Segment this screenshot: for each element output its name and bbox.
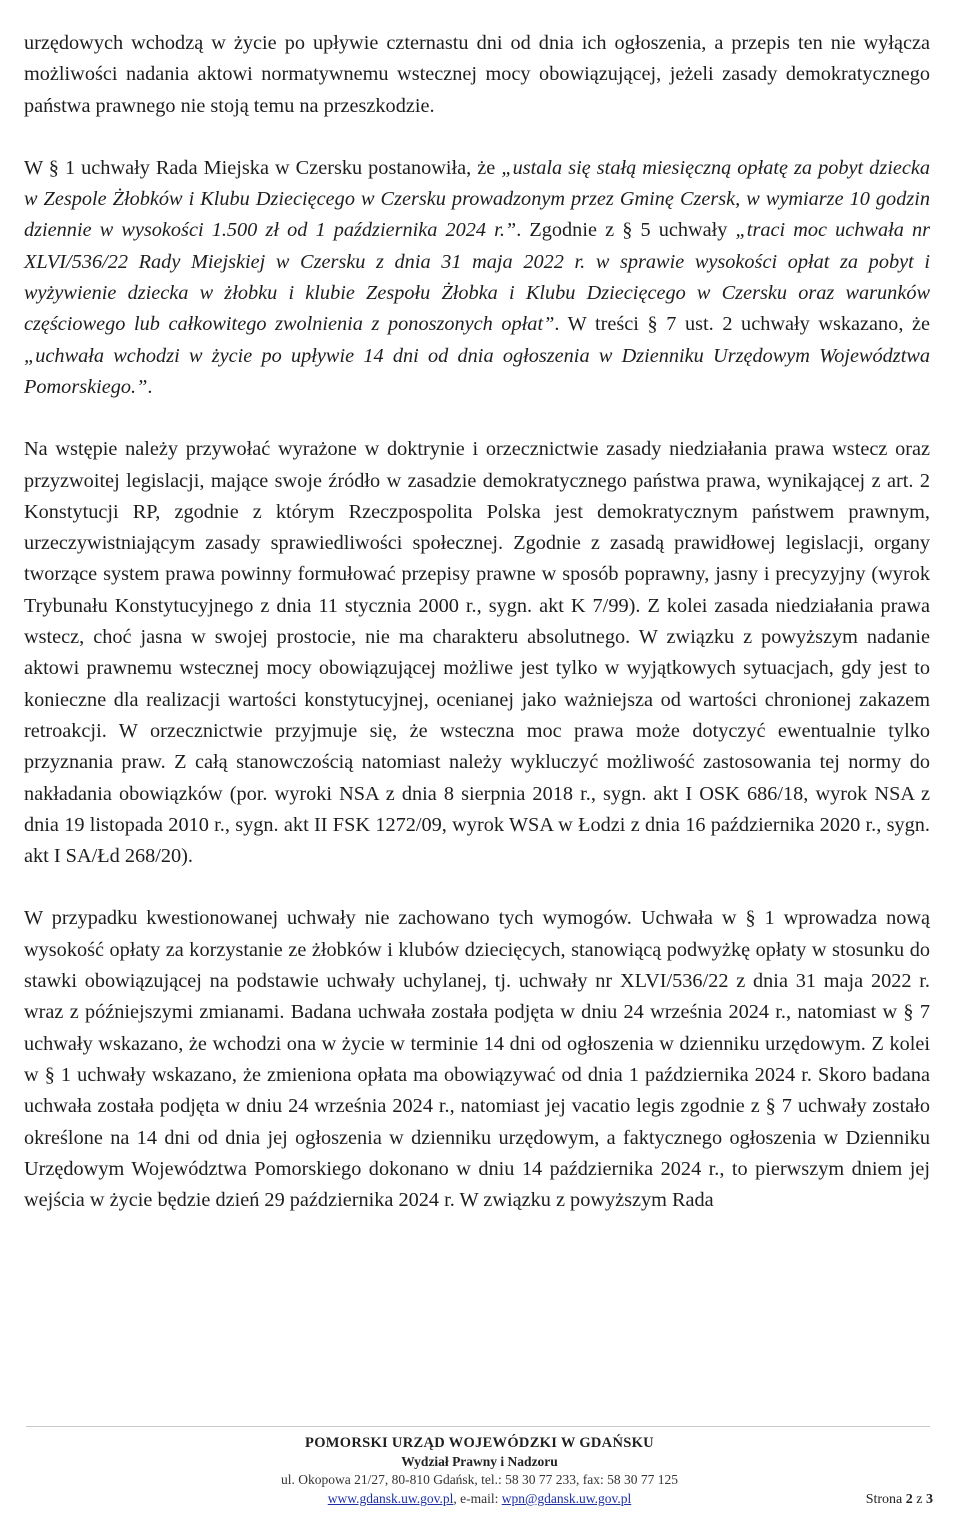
page-total: 3 <box>926 1492 933 1507</box>
paragraph-2-run: W § 1 uchwały Rada Miejska w Czersku postanowiła, że <box>24 156 502 179</box>
paragraph-1-run: urzędowych wchodzą w życie po upływie czternastu dni od dnia ich ogłoszenia, a przepis ten nie wyłącza możliwości nadania aktowi normatywnemu wstecznej mocy obowiązującej, jeżeli zasady demokratycznego państwa prawnego nie stoją temu na przeszkodzie. <box>24 32 930 117</box>
footer-separator: , <box>453 1491 461 1506</box>
paragraph-3 <box>24 434 930 872</box>
paragraph-4 <box>24 903 930 1216</box>
paragraph-2-run: . <box>147 375 153 398</box>
document-body <box>24 28 930 1247</box>
quote-entry-into-force: „uchwała wchodzi w życie po upływie 14 dni od dnia ogłoszenia w Dzienniku Urzędowym Województwa Pomorskiego.” <box>24 344 930 398</box>
paragraph-2-run: . Zgodnie z § 5 uchwały <box>516 219 736 242</box>
paragraph-3-run: Na wstępie należy przywołać wyrażone w doktrynie i orzecznictwie zasady niedziałania prawa wstecz oraz przyzwoitej legislacji, mające swoje źródło w zasadzie demokratycznego państwa prawa, wynikającej z art. 2 Konstytucji RP, zgodnie z którym Rzeczpospolita Polska jest demokratycznym państwem prawnym, urzeczywistniającym zasady sprawiedliwości społecznej. Zgodnie z zasadą prawidłowej legislacji, organy tworzące system prawa powinny formułować przepisy prawne w sposób poprawny, jasny i precyzyjny (wyrok Trybunału Konstytucyjnego z dnia 11 stycznia 2000 r., sygn. akt K 7/99). Z kolei zasada niedziałania prawa wstecz, choć jasna w swojej prostocie, nie ma charakteru absolutnego. W związku z powyższym nadanie aktowi prawnemu wstecznej mocy obowiązującej możliwe jest tylko w wyjątkowych sytuacjach, gdy jest to konieczne dla realizacji wartości konstytucyjnej, ocenianej jako ważniejsza od wartości chronionej zakazem retroakcji. W orzecznictwie przyjmuje się, że wsteczna moc prawa może dotyczyć ewentualnie tylko przyznania praw. Z całą stanowczością natomiast należy wykluczyć możliwość zastosowania tej normy do nakładania obowiązków (por. wyroki NSA z dnia 8 sierpnia 2018 r., sygn. akt I OSK 686/18, wyrok NSA z dnia 19 listopada 2010 r., sygn. akt II FSK 1272/09, wyrok WSA w Łodzi z dnia 16 października 2020 r., sygn. akt I SA/Łd 268/20). <box>24 438 930 868</box>
email-label: e-mail: <box>460 1491 502 1506</box>
footer-contact <box>0 1489 959 1508</box>
email-link[interactable]: wpn@gdansk.uw.gov.pl <box>501 1491 632 1506</box>
paragraph-1 <box>24 28 930 122</box>
footer-organization: POMORSKI URZĄD WOJEWÓDZKI W GDAŃSKU <box>305 1435 654 1451</box>
page-of: z <box>916 1492 923 1507</box>
quote-repealed-resolution: „traci moc uchwała nr XLVI/536/22 Rady Miejskiej w Czersku z dnia 31 maja 2022 r. w sprawie wysokości opłat za pobyt i wyżywienie dziecka w żłobku i klubie Zespołu Żłobka i Klubu Dziecięcego w Czersku oraz warunków częściowego lub całkowitego zwolnienia z ponoszonych opłat” <box>24 219 931 336</box>
page-current: 2 <box>905 1492 913 1507</box>
paragraph-2 <box>24 153 930 403</box>
page-number <box>866 1492 933 1508</box>
footer-department: Wydział Prawny i Nadzoru <box>401 1454 558 1469</box>
page-word: Strona <box>865 1492 903 1507</box>
footer-address: ul. Okopowa 21/27, 80-810 Gdańsk, tel.: 58 30 77 233, fax: 58 30 77 125 <box>280 1472 679 1487</box>
website-link[interactable]: www.gdansk.uw.gov.pl <box>327 1491 454 1506</box>
paragraph-4-run: W przypadku kwestionowanej uchwały nie zachowano tych wymogów. Uchwała w § 1 wprowadza nową wysokość opłaty za korzystanie ze żłobków i klubów dziecięcych, stanowiącą podwyżkę opłaty w stosunku do stawki obowiązującej na podstawie uchwały uchylanej, tj. uchwały nr XLVI/536/22 z dnia 31 maja 2022 r. wraz z późniejszymi zmianami. Badana uchwała została podjęta w dniu 24 września 2024 r., natomiast w § 7 uchwały wskazano, że wchodzi ona w życie w terminie 14 dni od ogłoszenia w dzienniku urzędowym. Z kolei w § 1 uchwały wskazano, że zmieniona opłata ma obowiązywać od dnia 1 października 2024 r. Skoro badana uchwała została podjęta w dniu 24 września 2024 r., natomiast jej vacatio legis zgodnie z § 7 uchwały zostało określone na 14 dni od dnia jej ogłoszenia w dzienniku urzędowym, a faktycznego ogłoszenia w Dzienniku Urzędowym Województwa Pomorskiego dokonano w dniu 14 października 2024 r., to pierwszym dniem jej wejścia w życie będzie dzień 29 października 2024 r. W związku z powyższym Rada <box>24 907 930 1212</box>
footer <box>0 1434 959 1508</box>
paragraph-2-run: . W treści § 7 ust. 2 uchwały wskazano, że <box>554 313 930 336</box>
quote-resolution-fee: „ustala się stałą miesięczną opłatę za pobyt dziecka w Zespole Żłobków i Klubu Dziecięcego w Czersku prowadzonym przez Gminę Czersk, w wymiarze 10 godzin dziennie w wysokości 1.500 zł od 1 października 2024 r.” <box>24 156 930 242</box>
footer-divider <box>26 1426 930 1427</box>
